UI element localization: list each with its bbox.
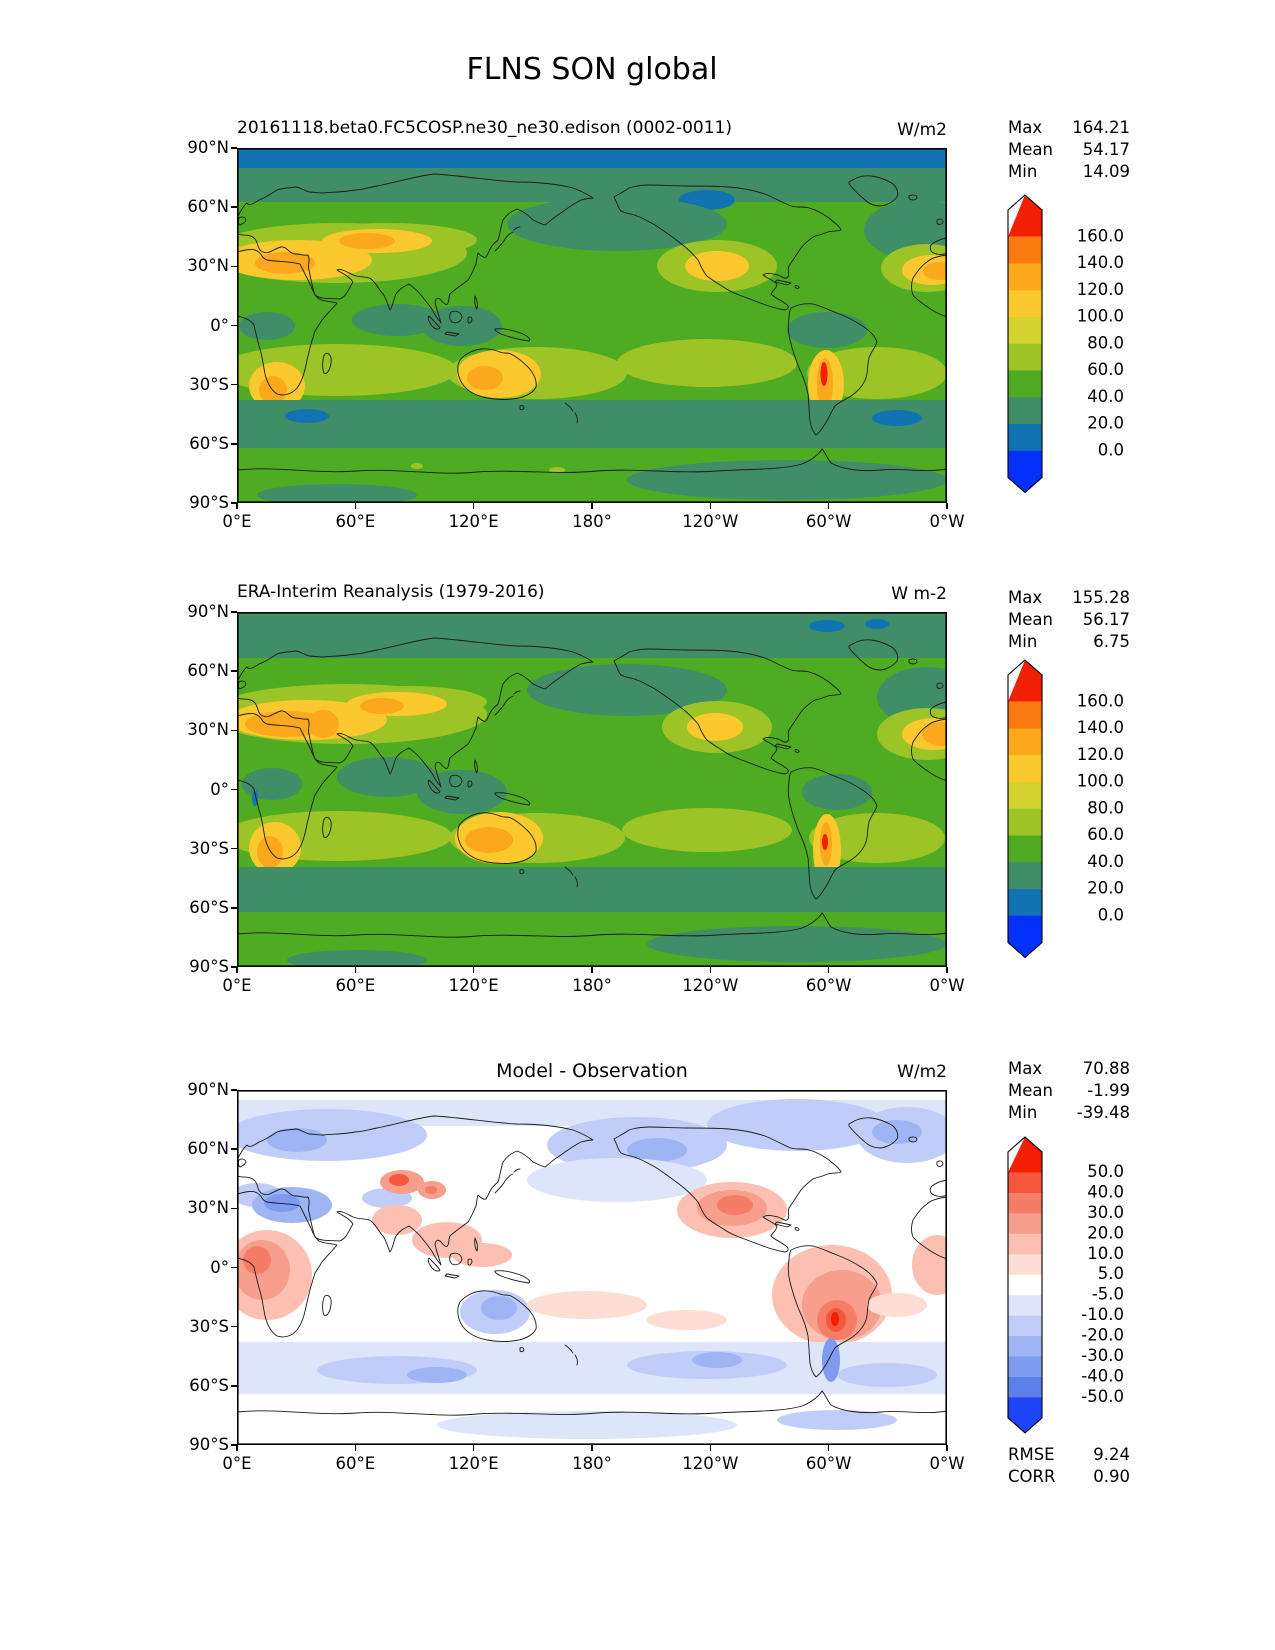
colorbar-tick-label: 120.0: [1076, 745, 1124, 764]
y-tick-label: 60°N: [187, 1139, 229, 1159]
colorbar-tick-label: 140.0: [1076, 718, 1124, 738]
colorbar-tick-label: 0.0: [1097, 905, 1124, 925]
colorbar-tick-label: 60.0: [1087, 825, 1124, 845]
y-tick: [231, 266, 237, 268]
y-tick: [231, 1385, 237, 1387]
x-tick-label: 60°W: [805, 512, 852, 531]
x-tick: [236, 1445, 238, 1451]
panel1-header: [237, 118, 947, 142]
colorbar-tick-label: 60.0: [1087, 360, 1124, 380]
y-tick: [231, 147, 237, 149]
colorbar-tick-label: -20.0: [1081, 1325, 1124, 1345]
y-tick: [231, 1148, 237, 1150]
diff-field: [237, 1090, 947, 1445]
y-tick: [231, 325, 237, 327]
colorbar-tick-label: 80.0: [1087, 333, 1124, 353]
y-tick-label: 90°N: [187, 1080, 229, 1099]
diff-map: [237, 1090, 947, 1445]
y-tick: [231, 730, 237, 732]
diff-colorbar: [1006, 1135, 1146, 1441]
colorbar-tick-label: -40.0: [1081, 1365, 1124, 1385]
panel1-stats: [1008, 117, 1130, 183]
colorbar-tick-label: 80.0: [1087, 798, 1124, 818]
x-tick: [591, 503, 593, 509]
y-tick: [231, 384, 237, 386]
y-tick-label: 30°S: [189, 374, 229, 394]
y-tick-label: 0°: [210, 1257, 229, 1277]
x-tick-label: 120°W: [682, 1454, 739, 1473]
x-tick: [473, 1445, 475, 1451]
colorbar-tick-label: 0.0: [1097, 440, 1124, 460]
x-tick: [828, 967, 830, 973]
colorbar-tick-label: 160.0: [1076, 226, 1124, 246]
model-colorbar: [1006, 193, 1146, 501]
y-tick: [231, 1267, 237, 1269]
stat-value: 14.09: [1082, 162, 1130, 181]
stat-label: Max: [1008, 118, 1043, 137]
y-tick-label: 60°S: [189, 897, 229, 917]
y-tick: [231, 1208, 237, 1210]
y-tick: [231, 443, 237, 445]
stat-value: 6.75: [1093, 632, 1130, 651]
colorbar-tick-label: 40.0: [1087, 852, 1124, 871]
stat-value: 56.17: [1082, 610, 1130, 629]
model-field: [237, 148, 947, 503]
y-tick-label: 30°N: [187, 256, 229, 276]
stat-label: Max: [1008, 1059, 1043, 1078]
x-tick-label: 120°W: [682, 976, 739, 995]
colorbar-svg: [1006, 193, 1146, 497]
colorbar-tick-label: 10.0: [1087, 1243, 1124, 1263]
panel3-subtitle: Model - Observation: [496, 1060, 688, 1082]
y-tick-label: 90°N: [187, 602, 229, 621]
colorbar-tick-label: 100.0: [1076, 306, 1124, 326]
colorbar-tick-label: 20.0: [1087, 413, 1124, 433]
obs-map: [237, 612, 947, 967]
obs-field: [237, 612, 947, 967]
y-tick-label: 90°S: [189, 1435, 229, 1454]
panel3-header: [237, 1060, 947, 1084]
stat-value: 9.24: [1093, 1445, 1130, 1464]
x-tick: [473, 967, 475, 973]
panel1-units: W/m2: [897, 120, 947, 140]
colorbar-svg: [1006, 1135, 1146, 1437]
page-title: FLNS SON global: [466, 52, 718, 87]
y-tick-label: 60°S: [189, 433, 229, 453]
x-tick-label: 0°W: [929, 512, 965, 531]
x-tick: [473, 503, 475, 509]
x-tick-label: 60°E: [335, 512, 376, 531]
x-tick: [946, 967, 948, 973]
panel1-subtitle: 20161118.beta0.FC5COSP.ne30_ne30.edison (0002-0011): [237, 118, 732, 138]
colorbar-tick-label: -10.0: [1081, 1304, 1124, 1324]
x-tick: [710, 503, 712, 509]
colorbar-tick-label: -50.0: [1081, 1386, 1124, 1406]
colorbar-tick-label: 30.0: [1087, 1202, 1124, 1222]
panel2-header: [237, 582, 947, 606]
stat-label: Mean: [1008, 610, 1053, 629]
x-tick: [591, 1445, 593, 1451]
colorbar-tick-label: -5.0: [1091, 1284, 1124, 1304]
panel2-subtitle: ERA-Interim Reanalysis (1979-2016): [237, 582, 545, 602]
x-tick-label: 120°E: [448, 1454, 499, 1473]
x-tick: [828, 1445, 830, 1451]
stat-label: Mean: [1008, 140, 1053, 159]
stat-label: CORR: [1008, 1467, 1056, 1486]
colorbar-tick-label: -30.0: [1081, 1345, 1124, 1365]
colorbar-tick-label: 50.0: [1087, 1161, 1124, 1181]
stat-value: -39.48: [1076, 1103, 1130, 1122]
stat-label: Mean: [1008, 1081, 1053, 1100]
colorbar-tick-label: 160.0: [1076, 691, 1124, 711]
stat-value: 0.90: [1093, 1467, 1130, 1486]
y-tick: [231, 670, 237, 672]
x-tick: [710, 1445, 712, 1451]
x-tick-label: 0°W: [929, 1454, 965, 1473]
obs-colorbar: [1006, 658, 1146, 966]
colorbar-tick-label: 5.0: [1097, 1263, 1124, 1283]
y-tick-label: 60°N: [187, 197, 229, 217]
x-tick-label: 0°E: [222, 976, 252, 995]
x-tick-label: 60°E: [335, 976, 376, 995]
panel2-stats: [1008, 587, 1130, 653]
colorbar-tick-label: 20.0: [1087, 878, 1124, 898]
y-tick-label: 90°S: [189, 493, 229, 512]
y-tick: [231, 206, 237, 208]
x-tick: [591, 967, 593, 973]
y-tick: [231, 848, 237, 850]
colorbar-tick-label: 40.0: [1087, 387, 1124, 406]
stat-label: Min: [1008, 162, 1038, 181]
x-tick-label: 120°W: [682, 512, 739, 531]
y-tick-label: 30°N: [187, 1198, 229, 1218]
x-tick: [236, 967, 238, 973]
y-tick: [231, 789, 237, 791]
x-tick: [355, 503, 357, 509]
panel3-stats: [1008, 1058, 1130, 1124]
model-map: [237, 148, 947, 503]
y-tick-label: 60°S: [189, 1375, 229, 1395]
y-tick-label: 0°: [210, 315, 229, 335]
colorbar-tick-label: 120.0: [1076, 280, 1124, 299]
y-tick-label: 60°N: [187, 661, 229, 681]
x-tick-label: 0°E: [222, 512, 252, 531]
x-tick-label: 180°: [572, 1454, 612, 1473]
y-tick: [231, 907, 237, 909]
stat-value: 164.21: [1072, 118, 1130, 137]
panel3-units: W/m2: [897, 1062, 947, 1082]
x-tick-label: 120°E: [448, 512, 499, 531]
y-tick-label: 30°S: [189, 1316, 229, 1336]
stat-label: Min: [1008, 1103, 1038, 1122]
x-tick: [828, 503, 830, 509]
x-tick: [710, 967, 712, 973]
x-tick-label: 180°: [572, 512, 612, 531]
stat-label: Min: [1008, 632, 1038, 651]
y-tick-label: 90°S: [189, 957, 229, 976]
y-tick-label: 90°N: [187, 138, 229, 157]
colorbar-tick-label: 140.0: [1076, 253, 1124, 273]
y-tick-label: 30°N: [187, 720, 229, 740]
stat-label: Max: [1008, 588, 1043, 607]
x-tick: [946, 503, 948, 509]
x-tick: [355, 967, 357, 973]
stat-value: 70.88: [1082, 1059, 1130, 1078]
panel2-units: W m-2: [891, 584, 947, 604]
y-tick-label: 0°: [210, 779, 229, 799]
x-tick: [236, 503, 238, 509]
y-tick: [231, 1326, 237, 1328]
stat-value: 54.17: [1082, 140, 1130, 159]
x-tick: [946, 1445, 948, 1451]
x-tick: [355, 1445, 357, 1451]
x-tick-label: 120°E: [448, 976, 499, 995]
y-tick-label: 30°S: [189, 838, 229, 858]
x-tick-label: 60°W: [805, 1454, 852, 1473]
y-tick: [231, 1089, 237, 1091]
stat-value: -1.99: [1087, 1081, 1130, 1100]
x-tick-label: 0°E: [222, 1454, 252, 1473]
x-tick-label: 60°W: [805, 976, 852, 995]
stat-label: RMSE: [1008, 1445, 1055, 1464]
y-tick: [231, 611, 237, 613]
colorbar-svg: [1006, 658, 1146, 962]
colorbar-tick-label: 40.0: [1087, 1181, 1124, 1201]
colorbar-tick-label: 20.0: [1087, 1222, 1124, 1242]
colorbar-tick-label: 100.0: [1076, 771, 1124, 791]
panel3-extra-stats: [1008, 1444, 1130, 1488]
x-tick-label: 0°W: [929, 976, 965, 995]
stat-value: 155.28: [1072, 588, 1130, 607]
x-tick-label: 180°: [572, 976, 612, 995]
x-tick-label: 60°E: [335, 1454, 376, 1473]
